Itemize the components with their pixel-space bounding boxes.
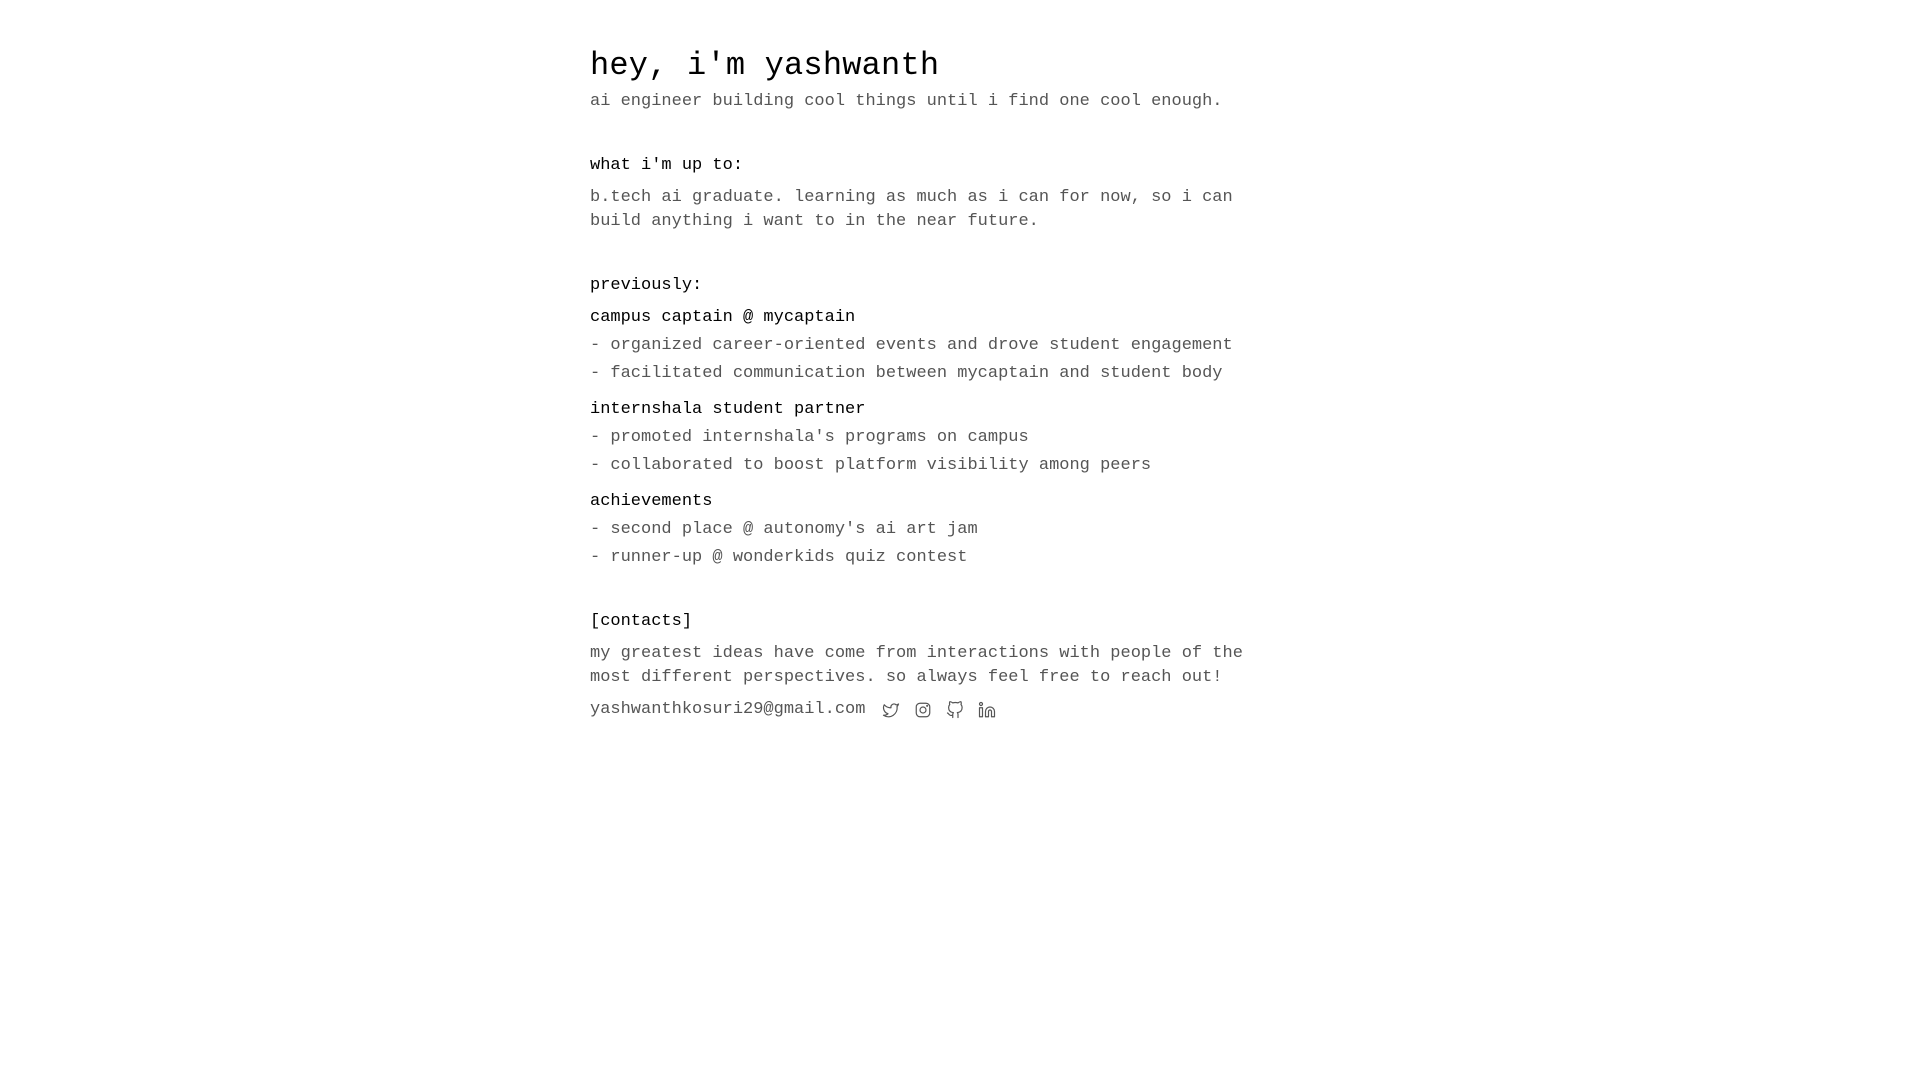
page-subtitle: ai engineer building cool things until i find one cool enough. — [590, 92, 1223, 111]
linkedin-link[interactable] — [977, 700, 997, 720]
experience-title: internshala student partner — [590, 400, 866, 419]
experience-mycaptain — [590, 306, 1290, 386]
experience-internshala — [590, 398, 1290, 478]
contacts-text: my greatest ideas have come from interactions with people of the most different perspectives. so always feel free to reach out! — [590, 644, 1243, 687]
list-item: - promoted internshala's programs on campus — [590, 428, 1029, 447]
contact-links — [590, 698, 1290, 722]
page-title: hey, i'm yashwanth — [590, 47, 940, 84]
achievements-title: achievements — [590, 492, 713, 511]
list-item: - organized career-oriented events and drove student engagement — [590, 336, 1233, 355]
previously-heading: previously: — [590, 276, 703, 295]
github-icon — [946, 701, 964, 719]
twitter-link[interactable] — [881, 700, 901, 720]
current-section — [590, 154, 1290, 234]
list-item: - runner-up @ wonderkids quiz contest — [590, 548, 968, 567]
page-content — [590, 44, 1290, 722]
current-text: b.tech ai graduate. learning as much as i can for now, so i can build anything i want to in the near future. — [590, 188, 1233, 231]
instagram-icon — [914, 701, 932, 719]
achievements — [590, 490, 1290, 570]
list-item: - second place @ autonomy's ai art jam — [590, 520, 978, 539]
list-item: - collaborated to boost platform visibility among peers — [590, 456, 1152, 475]
linkedin-icon — [978, 701, 996, 719]
email-link[interactable]: yashwanthkosuri29@gmail.com — [590, 700, 866, 719]
instagram-link[interactable] — [913, 700, 933, 720]
contacts-section — [590, 610, 1290, 722]
previously-section — [590, 274, 1290, 570]
twitter-icon — [882, 701, 900, 719]
github-link[interactable] — [945, 700, 965, 720]
experience-title: campus captain @ mycaptain — [590, 308, 856, 327]
contacts-heading: [contacts] — [590, 612, 693, 631]
current-heading: what i'm up to: — [590, 156, 744, 175]
list-item: - facilitated communication between mycaptain and student body — [590, 364, 1223, 383]
